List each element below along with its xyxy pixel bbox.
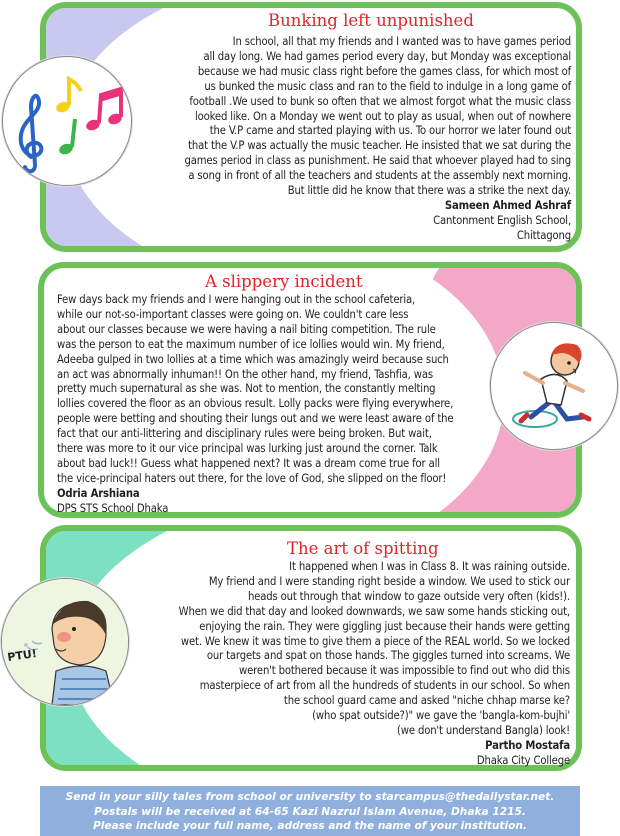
story-1-line: the V.P came and started playing with us. To our horror we later found out: [209, 124, 571, 138]
story-3-title: The art of spitting: [287, 539, 439, 558]
story-1-line: that the V.P was actually the music teacher. He insisted that we sat during the: [188, 139, 571, 153]
story-2-title: A slippery incident: [205, 272, 363, 291]
story-2-line: Adeeba gulped in two lollies at a time which was amazingly weird because such: [57, 352, 449, 366]
story-2-line: about our classes because we were having a nail biting competition. The rule: [57, 322, 436, 336]
music-notes-icon: [3, 57, 131, 185]
story-1-illustration: [2, 56, 132, 186]
story-2-line: lollies covered the floor as an obvious result. Lolly packs were flying everywhere,: [57, 397, 454, 411]
footer-line-instructions: Please include your full name, address and the name of your institution.: [93, 820, 527, 833]
story-1-line: us bunked the music class and ran to the field to indulge in a long game of: [204, 79, 571, 93]
story-3-line: heads out through that window to gaze outside very often (kids!).: [247, 589, 570, 603]
story-2-illustration: [490, 322, 618, 450]
story-1-school-city: Chittagong: [516, 228, 571, 242]
story-1-author: Sameen Ahmed Ashraf: [444, 198, 571, 212]
story-3-school: Dhaka City College: [476, 753, 570, 767]
story-2-line: an act was abnormally inhuman!! On the other hand, my friend, Tashfia, was: [57, 367, 433, 381]
story-3-line: (we don't understand Bangla) look!: [397, 723, 570, 737]
story-2-line: people were betting and shouting their lungs out and we were least aware of the: [57, 412, 454, 426]
story-2-line: fact that our anti-littering and disciplinary rules were being broken. But wait,: [57, 427, 432, 441]
footer-line-email: Send in your silly tales from school or university to starcampus@thedailystar.net.: [65, 791, 555, 803]
story-2-author: Odria Arshiana: [57, 486, 140, 500]
story-3-line: masterpiece of art from all the hundreds of students in our school. So when: [199, 679, 570, 693]
story-1-line: In school, all that my friends and I wanted was to have games period: [232, 35, 571, 48]
story-3-line: weren't bothered because it was impossible to find out who did this: [239, 664, 570, 678]
story-3-line: It happened when I was in Class 8. It was raining outside.: [289, 560, 570, 573]
spitting-boy-icon: [2, 579, 128, 705]
story-2-line: the vice-principal haters out there, for the love of God, she slipped on the floor!: [57, 471, 447, 485]
story-1-body: [111, 35, 571, 244]
story-3-line: our targets and spat on those hands. The giggles turned into screams. We: [206, 649, 570, 663]
story-3-line: wet. We knew it was time to give them a piece of the REAL world. So we locked: [180, 634, 570, 648]
slipping-person-icon: [491, 323, 617, 449]
story-2-line: Few days back my friends and I were hanging out in the school cafeteria,: [57, 293, 416, 306]
story-2-school: DPS STS School Dhaka: [57, 501, 169, 515]
story-2-line: about bad luck!! Guess what happened next? It was a dream come true for all: [57, 456, 440, 470]
story-2-body: [57, 293, 497, 517]
footer-line-postal: Postals will be received at 64-65 Kazi Nazrul Islam Avenue, Dhaka 1215.: [94, 805, 526, 818]
ptu-exclamation: PTU!: [6, 646, 38, 664]
story-1-line: all day long. We had games period every day, but Monday was exceptional: [203, 49, 571, 63]
story-3-author: Partho Mostafa: [485, 738, 570, 752]
story-2-line: while our not-so-important classes were going on. We couldn't care less: [57, 307, 409, 321]
story-1-line: looked like. On a Monday we went out to play as usual, when out of nowhere: [194, 109, 571, 123]
story-1-line: games period in class as punishment. He said that whoever played had to sing: [184, 154, 571, 168]
story-1-title: Bunking left unpunished: [268, 11, 474, 30]
story-3-line: (who spat outside?)" we gave the 'bangla-kom-bujhi': [312, 709, 570, 723]
story-2-line: was the person to eat the maximum number of ice lollies would win. My friend,: [57, 337, 445, 351]
story-2-line: there was more to it our vice principal was lurking just around the corner. Talk: [57, 442, 438, 456]
story-3-illustration: [1, 578, 129, 706]
story-3-body: [110, 560, 570, 769]
story-3-line: When we did that day and looked downwards, we saw some hands sticking out,: [178, 604, 570, 618]
story-1-school: Cantonment English School,: [433, 213, 571, 227]
story-1-line: But little did he know that there was a strike the next day.: [287, 184, 571, 198]
submission-footer: [40, 786, 580, 836]
story-1-line: a song in front of all the teachers and students at the assembly next morning.: [188, 169, 571, 183]
story-3-line: enjoying the rain. They were giggling just because their hands were getting: [199, 619, 570, 633]
story-1-line: because we had music class right before the games class, for which most of: [197, 64, 571, 78]
story-3-line: My friend and I were standing right beside a window. We used to stick our: [208, 574, 570, 588]
story-2-line: pretty much supernatural as she was. Not to mention, the constantly melting: [57, 382, 436, 396]
story-1-line: football .We used to bunk so often that we almost forgot what the music class: [189, 94, 571, 108]
story-3-line: the school guard came and asked "niche chhap marse ke?: [283, 694, 570, 708]
